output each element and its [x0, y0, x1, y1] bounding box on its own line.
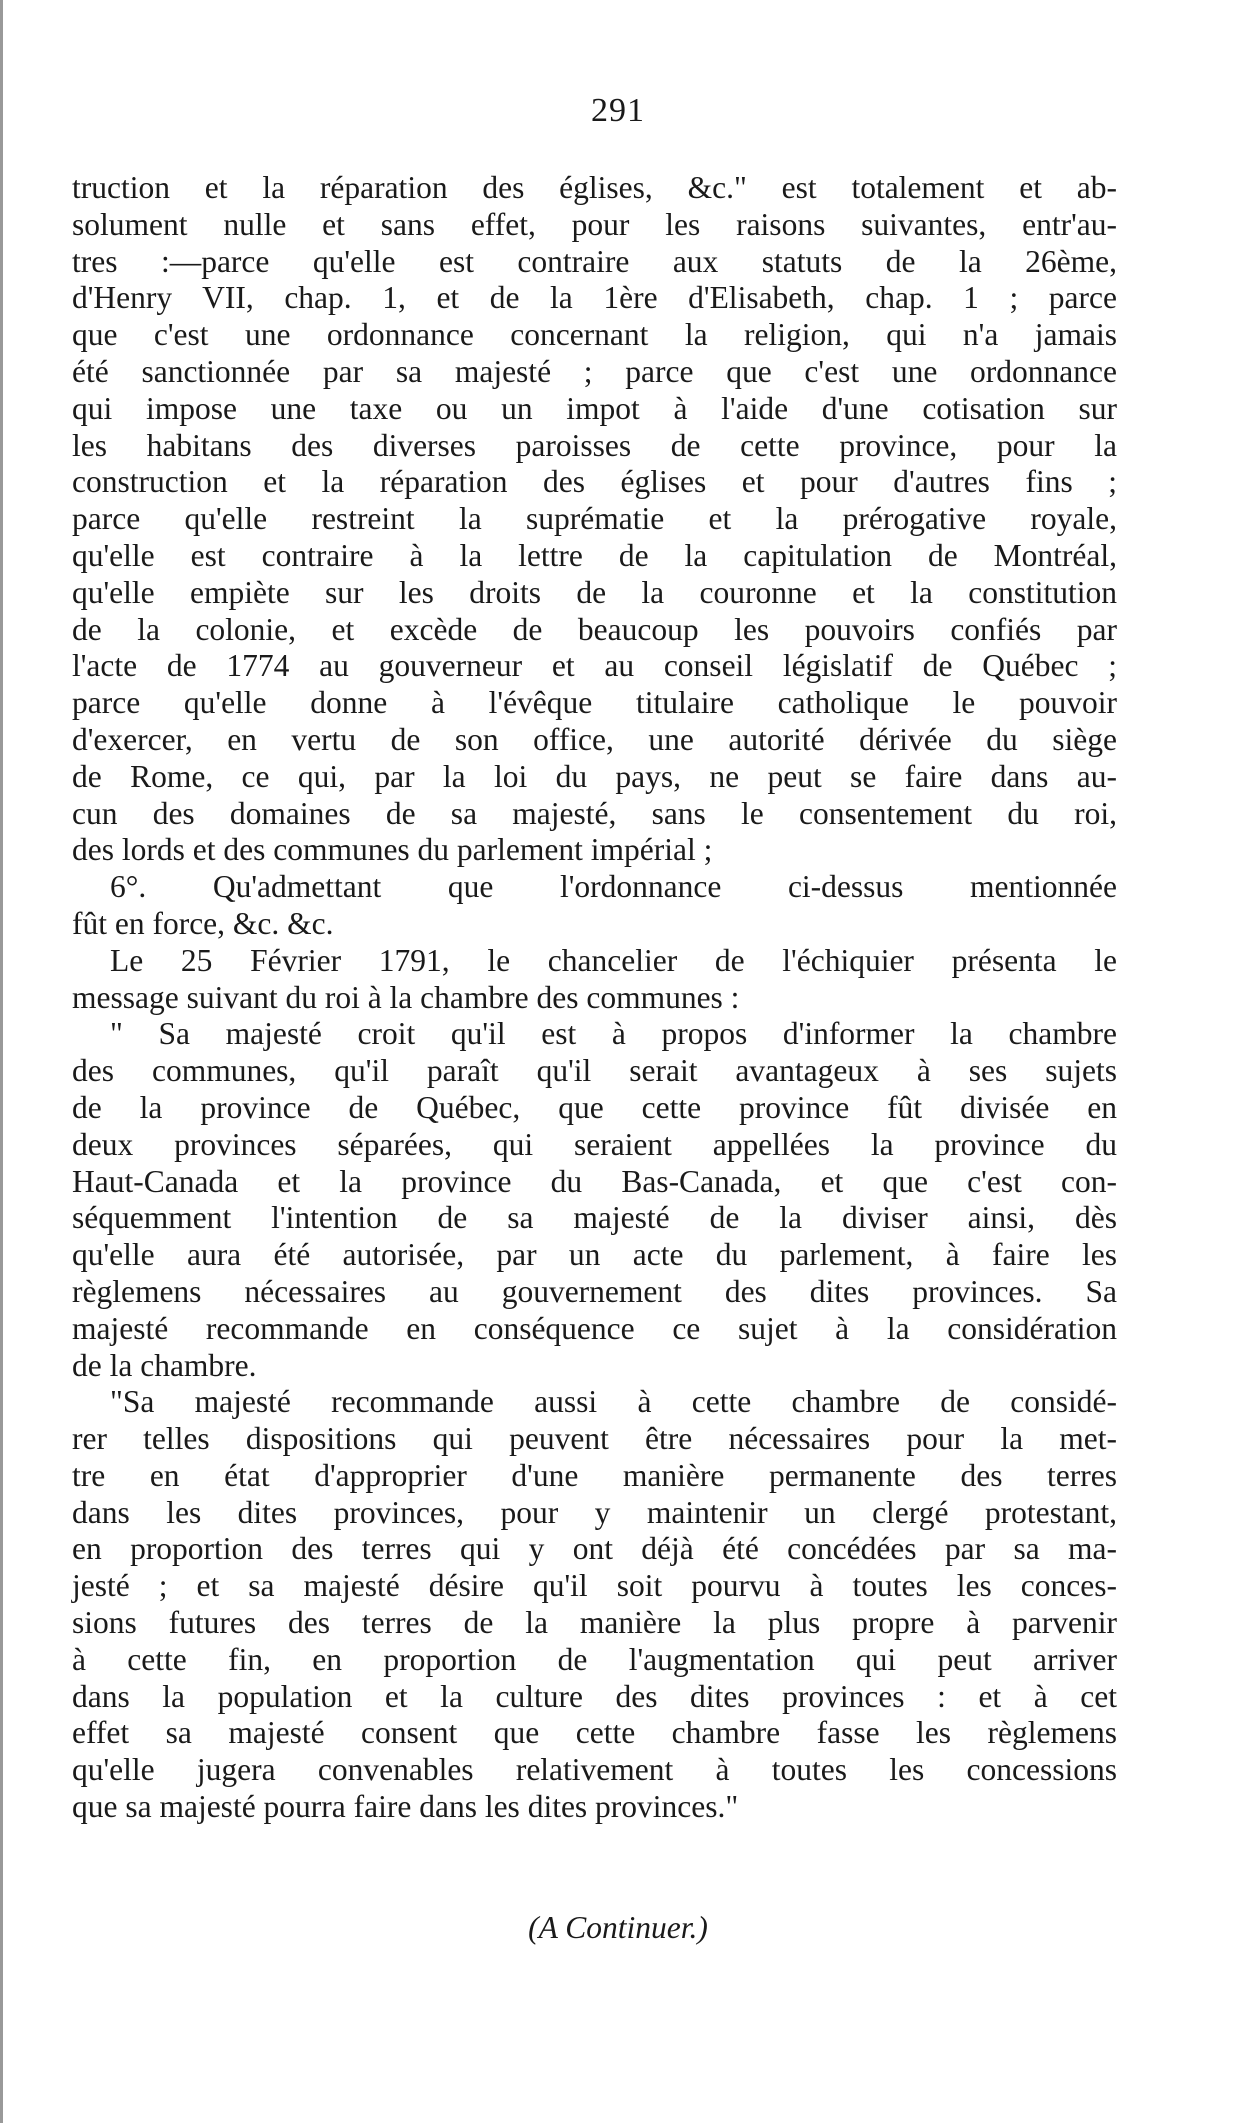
text-line: 6°. Qu'admettant que l'ordonnance ci-dessus mentionnée [110, 869, 1117, 905]
text-line: d'exercer, en vertu de son office, une autorité dérivée du siège [72, 721, 1117, 757]
text-line: tre en état d'approprier d'une manière permanente des terres [72, 1457, 1117, 1493]
text-line: "Sa majesté recommande aussi à cette chambre de considé- [110, 1384, 1117, 1420]
text-line: qu'elle jugera convenables relativement à toutes les concessions [72, 1752, 1117, 1788]
body-text [72, 170, 1117, 1826]
text-line: rer telles dispositions qui peuvent être nécessaires pour la met- [72, 1421, 1117, 1457]
text-line: " Sa majesté croit qu'il est à propos d'informer la chambre [110, 1016, 1117, 1052]
text-line: que c'est une ordonnance concernant la religion, qui n'a jamais [72, 317, 1117, 353]
text-line: les habitans des diverses paroisses de cette province, pour la [72, 427, 1117, 463]
text-line: à cette fin, en proportion de l'augmentation qui peut arriver [72, 1641, 1117, 1677]
page-number: 291 [591, 92, 645, 129]
text-line: message suivant du roi à la chambre des communes : [72, 979, 740, 1015]
text-line: construction et la réparation des églises et pour d'autres fins ; [72, 464, 1117, 500]
page-edge [0, 0, 3, 2123]
text-line: parce qu'elle restreint la suprématie et la prérogative royale, [72, 501, 1117, 537]
text-line: qu'elle est contraire à la lettre de la capitulation de Montréal, [72, 537, 1117, 573]
text-line: tres :—parce qu'elle est contraire aux statuts de la 26ème, [72, 243, 1117, 279]
text-line: sions futures des terres de la manière la plus propre à parvenir [72, 1605, 1117, 1641]
text-line: effet sa majesté consent que cette chambre fasse les règlemens [72, 1715, 1117, 1751]
text-line: qu'elle empiète sur les droits de la couronne et la constitution [72, 574, 1117, 610]
text-line: dans la population et la culture des dites provinces : et à cet [72, 1678, 1117, 1714]
text-line: de la province de Québec, que cette province fût divisée en [72, 1089, 1117, 1125]
text-line: d'Henry VII, chap. 1, et de la 1ère d'Elisabeth, chap. 1 ; parce [72, 280, 1117, 316]
text-line: qu'elle aura été autorisée, par un acte du parlement, à faire les [72, 1237, 1117, 1273]
text-line: majesté recommande en conséquence ce sujet à la considération [72, 1310, 1117, 1346]
text-line: des lords et des communes du parlement impérial ; [72, 832, 713, 868]
text-line: jesté ; et sa majesté désire qu'il soit pourvu à toutes les conces- [72, 1568, 1117, 1604]
text-line: que sa majesté pourra faire dans les dites provinces." [72, 1789, 739, 1825]
text-line: séquemment l'intention de sa majesté de la diviser ainsi, dès [72, 1200, 1117, 1236]
text-line: de Rome, ce qui, par la loi du pays, ne peut se faire dans au- [72, 758, 1117, 794]
text-line: dans les dites provinces, pour y maintenir un clergé protestant, [72, 1494, 1117, 1530]
text-line: qui impose une taxe ou un impot à l'aide d'une cotisation sur [72, 390, 1117, 426]
text-line: Le 25 Février 1791, le chancelier de l'échiquier présenta le [110, 942, 1117, 978]
text-line: solument nulle et sans effet, pour les raisons suivantes, entr'au- [72, 206, 1117, 242]
continuation-note: (A Continuer.) [528, 1910, 708, 1945]
text-line: règlemens nécessaires au gouvernement des dites provinces. Sa [72, 1273, 1117, 1309]
text-line: fût en force, &c. &c. [72, 905, 334, 941]
text-line: l'acte de 1774 au gouverneur et au conseil législatif de Québec ; [72, 648, 1117, 684]
text-line: de la chambre. [72, 1347, 257, 1383]
text-line: deux provinces séparées, qui seraient appellées la province du [72, 1126, 1117, 1162]
text-line: cun des domaines de sa majesté, sans le consentement du roi, [72, 795, 1117, 831]
text-line: des communes, qu'il paraît qu'il serait avantageux à ses sujets [72, 1053, 1117, 1089]
text-line: de la colonie, et excède de beaucoup les pouvoirs confiés par [72, 611, 1117, 647]
text-line: été sanctionnée par sa majesté ; parce que c'est une ordonnance [72, 353, 1117, 389]
text-line: parce qu'elle donne à l'évêque titulaire catholique le pouvoir [72, 685, 1117, 721]
text-line: en proportion des terres qui y ont déjà été concédées par sa ma- [72, 1531, 1117, 1567]
text-line: Haut-Canada et la province du Bas-Canada, et que c'est con- [72, 1163, 1117, 1199]
text-line: truction et la réparation des églises, &c." est totalement et ab- [72, 170, 1117, 205]
